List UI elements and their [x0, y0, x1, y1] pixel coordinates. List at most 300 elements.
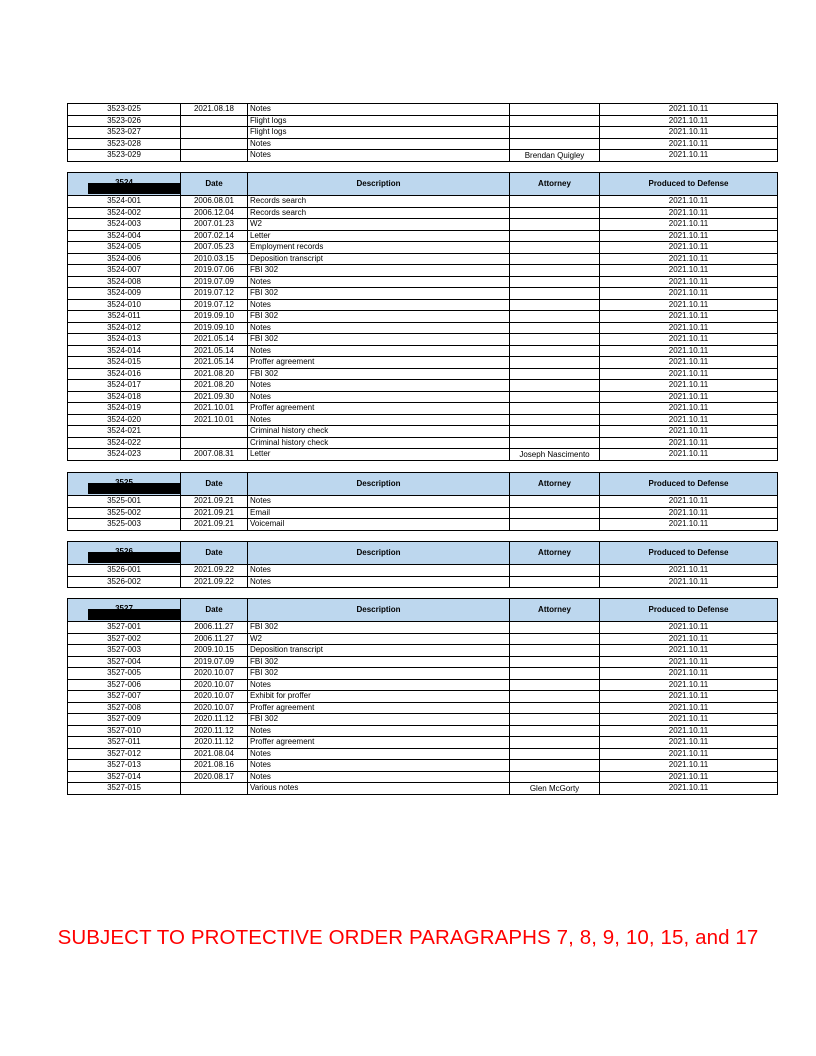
description-cell: FBI 302: [248, 622, 510, 634]
date-cell: 2021.05.14: [181, 334, 248, 346]
attorney-cell: [510, 322, 600, 334]
document-id-cell: 3527-003: [68, 645, 181, 657]
redaction-bar: [88, 552, 181, 563]
date-cell: 2021.10.01: [181, 414, 248, 426]
document-id-cell: 3524-009: [68, 288, 181, 300]
description-cell: FBI 302: [248, 668, 510, 680]
date-cell: 2021.09.22: [181, 576, 248, 588]
table-row: [68, 496, 778, 508]
produced-date-cell: 2021.10.11: [600, 414, 778, 426]
description-cell: Notes: [248, 380, 510, 392]
produced-date-cell: 2021.10.11: [600, 357, 778, 369]
table-row: [68, 783, 778, 795]
table-row: [68, 737, 778, 749]
date-header: Date: [181, 173, 248, 196]
attorney-cell: [510, 242, 600, 254]
description-cell: Proffer agreement: [248, 357, 510, 369]
header-row: [68, 599, 778, 622]
description-cell: Flight logs: [248, 127, 510, 139]
attorney-cell: [510, 207, 600, 219]
redaction-bar: [88, 609, 181, 620]
table-row: [68, 725, 778, 737]
document-id-cell: 3527-001: [68, 622, 181, 634]
table-row: [68, 714, 778, 726]
date-cell: 2021.08.20: [181, 380, 248, 392]
table-row: [68, 702, 778, 714]
date-cell: 2007.08.31: [181, 449, 248, 461]
produced-date-cell: 2021.10.11: [600, 196, 778, 208]
produced-header: Produced to Defense: [600, 542, 778, 565]
attorney-header: Attorney: [510, 173, 600, 196]
produced-header: Produced to Defense: [600, 173, 778, 196]
date-cell: 2021.08.16: [181, 760, 248, 772]
attorney-cell: [510, 725, 600, 737]
table-row: [68, 207, 778, 219]
document-id-cell: 3526-001: [68, 565, 181, 577]
produced-date-cell: 2021.10.11: [600, 622, 778, 634]
produced-date-cell: 2021.10.11: [600, 691, 778, 703]
date-cell: [181, 138, 248, 150]
description-cell: Notes: [248, 150, 510, 162]
attorney-cell: [510, 115, 600, 127]
description-cell: Letter: [248, 230, 510, 242]
attorney-cell: [510, 253, 600, 265]
attorney-cell: [510, 576, 600, 588]
description-cell: Notes: [248, 565, 510, 577]
produced-date-cell: 2021.10.11: [600, 507, 778, 519]
attorney-cell: [510, 633, 600, 645]
document-log-table-3527: [67, 598, 778, 795]
produced-date-cell: 2021.10.11: [600, 334, 778, 346]
attorney-cell: [510, 288, 600, 300]
date-cell: [181, 437, 248, 449]
attorney-cell: [510, 645, 600, 657]
table-row: [68, 391, 778, 403]
produced-date-cell: 2021.10.11: [600, 771, 778, 783]
document-id-cell: 3524-004: [68, 230, 181, 242]
produced-date-cell: 2021.10.11: [600, 656, 778, 668]
attorney-cell: [510, 357, 600, 369]
table-row: [68, 253, 778, 265]
document-id-cell: 3527-008: [68, 702, 181, 714]
date-cell: 2009.10.15: [181, 645, 248, 657]
date-cell: [181, 150, 248, 162]
produced-date-cell: 2021.10.11: [600, 714, 778, 726]
table-row: [68, 656, 778, 668]
produced-date-cell: 2021.10.11: [600, 242, 778, 254]
table-row: [68, 576, 778, 588]
description-cell: Notes: [248, 771, 510, 783]
attorney-cell: [510, 622, 600, 634]
produced-date-cell: 2021.10.11: [600, 299, 778, 311]
date-cell: 2019.09.10: [181, 322, 248, 334]
document-id-cell: 3524-001: [68, 196, 181, 208]
produced-date-cell: 2021.10.11: [600, 783, 778, 795]
table-row: [68, 219, 778, 231]
witness-number-header: [68, 473, 181, 496]
attorney-cell: [510, 391, 600, 403]
document-id-cell: 3523-026: [68, 115, 181, 127]
description-cell: Records search: [248, 207, 510, 219]
attorney-cell: [510, 507, 600, 519]
description-cell: Notes: [248, 276, 510, 288]
attorney-cell: [510, 748, 600, 760]
date-cell: 2019.07.12: [181, 288, 248, 300]
attorney-cell: [510, 668, 600, 680]
produced-date-cell: 2021.10.11: [600, 679, 778, 691]
description-cell: FBI 302: [248, 656, 510, 668]
description-cell: Employment records: [248, 242, 510, 254]
table-row: [68, 368, 778, 380]
attorney-cell: [510, 276, 600, 288]
produced-date-cell: 2021.10.11: [600, 276, 778, 288]
description-cell: Proffer agreement: [248, 702, 510, 714]
produced-date-cell: 2021.10.11: [600, 380, 778, 392]
date-cell: 2021.09.30: [181, 391, 248, 403]
produced-date-cell: 2021.10.11: [600, 519, 778, 531]
date-cell: 2020.10.07: [181, 691, 248, 703]
date-header: Date: [181, 599, 248, 622]
description-cell: W2: [248, 219, 510, 231]
produced-date-cell: 2021.10.11: [600, 219, 778, 231]
document-id-cell: 3524-018: [68, 391, 181, 403]
description-cell: Exhibit for proffer: [248, 691, 510, 703]
document-id-cell: 3527-009: [68, 714, 181, 726]
table-row: [68, 138, 778, 150]
attorney-cell: [510, 760, 600, 772]
date-cell: 2021.05.14: [181, 357, 248, 369]
document-id-cell: 3524-007: [68, 265, 181, 277]
document-id-cell: 3524-003: [68, 219, 181, 231]
document-id-cell: 3523-028: [68, 138, 181, 150]
document-id-cell: 3524-008: [68, 276, 181, 288]
document-id-cell: 3527-011: [68, 737, 181, 749]
protective-order-notice: SUBJECT TO PROTECTIVE ORDER PARAGRAPHS 7, 8, 9, 10, 15, and 17: [57, 926, 759, 949]
attorney-cell: [510, 334, 600, 346]
description-cell: Notes: [248, 748, 510, 760]
date-cell: 2020.10.07: [181, 702, 248, 714]
document-id-cell: 3524-015: [68, 357, 181, 369]
witness-number-header: [68, 542, 181, 565]
document-id-cell: 3526-002: [68, 576, 181, 588]
attorney-cell: [510, 519, 600, 531]
attorney-cell: [510, 265, 600, 277]
description-cell: FBI 302: [248, 714, 510, 726]
table-row: [68, 196, 778, 208]
date-cell: 2006.11.27: [181, 622, 248, 634]
description-cell: Notes: [248, 391, 510, 403]
produced-date-cell: 2021.10.11: [600, 138, 778, 150]
date-cell: 2021.09.21: [181, 507, 248, 519]
produced-date-cell: 2021.10.11: [600, 668, 778, 680]
description-cell: Notes: [248, 138, 510, 150]
attorney-cell: [510, 426, 600, 438]
produced-date-cell: 2021.10.11: [600, 368, 778, 380]
document-id-cell: 3524-017: [68, 380, 181, 392]
redaction-bar: [88, 483, 181, 494]
date-cell: 2021.09.22: [181, 565, 248, 577]
table-row: [68, 691, 778, 703]
produced-date-cell: 2021.10.11: [600, 115, 778, 127]
produced-date-cell: 2021.10.11: [600, 760, 778, 772]
table-row: [68, 345, 778, 357]
date-cell: [181, 127, 248, 139]
date-cell: 2006.12.04: [181, 207, 248, 219]
table-row: [68, 311, 778, 323]
document-id-cell: 3527-015: [68, 783, 181, 795]
description-cell: W2: [248, 633, 510, 645]
description-cell: Notes: [248, 576, 510, 588]
description-cell: Proffer agreement: [248, 403, 510, 415]
table-row: [68, 242, 778, 254]
document-id-cell: 3527-012: [68, 748, 181, 760]
document-id-cell: 3524-019: [68, 403, 181, 415]
produced-date-cell: 2021.10.11: [600, 702, 778, 714]
description-cell: Notes: [248, 679, 510, 691]
produced-date-cell: 2021.10.11: [600, 253, 778, 265]
document-id-cell: 3524-006: [68, 253, 181, 265]
description-cell: Notes: [248, 496, 510, 508]
table-row: [68, 322, 778, 334]
produced-date-cell: 2021.10.11: [600, 403, 778, 415]
table-row: [68, 230, 778, 242]
date-cell: 2010.03.15: [181, 253, 248, 265]
table-row: [68, 449, 778, 461]
document-log-table-3524: [67, 172, 778, 461]
produced-date-cell: 2021.10.11: [600, 265, 778, 277]
description-cell: Notes: [248, 760, 510, 772]
description-cell: Deposition transcript: [248, 253, 510, 265]
produced-date-cell: 2021.10.11: [600, 725, 778, 737]
description-cell: FBI 302: [248, 265, 510, 277]
date-header: Date: [181, 542, 248, 565]
date-cell: 2021.10.01: [181, 403, 248, 415]
table-row: [68, 771, 778, 783]
description-header: Description: [248, 173, 510, 196]
table-row: [68, 414, 778, 426]
header-row: [68, 542, 778, 565]
produced-date-cell: 2021.10.11: [600, 426, 778, 438]
document-id-cell: 3524-002: [68, 207, 181, 219]
produced-header: Produced to Defense: [600, 473, 778, 496]
attorney-cell: [510, 380, 600, 392]
table-row: [68, 380, 778, 392]
attorney-cell: [510, 702, 600, 714]
date-cell: 2020.08.17: [181, 771, 248, 783]
witness-number-header: [68, 173, 181, 196]
witness-number-header: [68, 599, 181, 622]
date-cell: 2006.11.27: [181, 633, 248, 645]
description-cell: Criminal history check: [248, 426, 510, 438]
date-cell: [181, 115, 248, 127]
produced-date-cell: 2021.10.11: [600, 565, 778, 577]
table-row: [68, 403, 778, 415]
date-cell: 2021.08.20: [181, 368, 248, 380]
description-cell: FBI 302: [248, 288, 510, 300]
document-id-cell: 3525-003: [68, 519, 181, 531]
date-cell: 2019.07.06: [181, 265, 248, 277]
attorney-cell: [510, 771, 600, 783]
date-header: Date: [181, 473, 248, 496]
table-row: [68, 748, 778, 760]
table-row: [68, 668, 778, 680]
header-row: [68, 473, 778, 496]
produced-date-cell: 2021.10.11: [600, 207, 778, 219]
produced-date-cell: 2021.10.11: [600, 496, 778, 508]
attorney-header: Attorney: [510, 473, 600, 496]
attorney-cell: [510, 219, 600, 231]
attorney-cell: [510, 714, 600, 726]
attorney-cell: [510, 104, 600, 116]
description-cell: Notes: [248, 725, 510, 737]
table-row: [68, 357, 778, 369]
date-cell: 2020.11.12: [181, 737, 248, 749]
document-id-cell: 3527-014: [68, 771, 181, 783]
table-row: [68, 265, 778, 277]
document-log-table-3525: [67, 472, 778, 531]
table-row: [68, 276, 778, 288]
description-cell: FBI 302: [248, 368, 510, 380]
document-id-cell: 3524-005: [68, 242, 181, 254]
redaction-bar: [88, 183, 181, 194]
attorney-cell: [510, 127, 600, 139]
produced-header: Produced to Defense: [600, 599, 778, 622]
table-row: [68, 127, 778, 139]
attorney-cell: [510, 345, 600, 357]
produced-date-cell: 2021.10.11: [600, 150, 778, 162]
document-id-cell: 3527-006: [68, 679, 181, 691]
description-cell: Flight logs: [248, 115, 510, 127]
attorney-cell: [510, 368, 600, 380]
date-cell: [181, 783, 248, 795]
document-id-cell: 3525-002: [68, 507, 181, 519]
description-cell: Notes: [248, 104, 510, 116]
table-row: [68, 679, 778, 691]
date-cell: 2020.11.12: [181, 725, 248, 737]
attorney-cell: [510, 679, 600, 691]
date-cell: 2021.08.04: [181, 748, 248, 760]
date-cell: 2006.08.01: [181, 196, 248, 208]
table-row: [68, 633, 778, 645]
document-id-cell: 3525-001: [68, 496, 181, 508]
description-header: Description: [248, 542, 510, 565]
attorney-cell: [510, 138, 600, 150]
table-row: [68, 565, 778, 577]
table-row: [68, 104, 778, 116]
document-id-cell: 3523-027: [68, 127, 181, 139]
produced-date-cell: 2021.10.11: [600, 104, 778, 116]
description-header: Description: [248, 473, 510, 496]
description-cell: Criminal history check: [248, 437, 510, 449]
date-cell: 2021.09.21: [181, 519, 248, 531]
table-row: [68, 288, 778, 300]
document-id-cell: 3524-010: [68, 299, 181, 311]
document-id-cell: 3524-012: [68, 322, 181, 334]
table-row: [68, 299, 778, 311]
document-log-table-3523: [67, 103, 778, 162]
document-id-cell: 3527-004: [68, 656, 181, 668]
attorney-cell: [510, 496, 600, 508]
produced-date-cell: 2021.10.11: [600, 391, 778, 403]
date-cell: 2019.07.12: [181, 299, 248, 311]
date-cell: 2007.05.23: [181, 242, 248, 254]
table-row: [68, 150, 778, 162]
attorney-cell: [510, 414, 600, 426]
produced-date-cell: 2021.10.11: [600, 576, 778, 588]
produced-date-cell: 2021.10.11: [600, 322, 778, 334]
attorney-cell: Joseph Nascimento: [510, 449, 600, 461]
description-cell: Records search: [248, 196, 510, 208]
produced-date-cell: 2021.10.11: [600, 633, 778, 645]
description-cell: Notes: [248, 414, 510, 426]
date-cell: [181, 426, 248, 438]
produced-date-cell: 2021.10.11: [600, 748, 778, 760]
attorney-cell: [510, 656, 600, 668]
document-id-cell: 3527-013: [68, 760, 181, 772]
attorney-cell: [510, 565, 600, 577]
attorney-cell: [510, 196, 600, 208]
document-log-table-3526: [67, 541, 778, 588]
description-cell: Notes: [248, 345, 510, 357]
attorney-header: Attorney: [510, 542, 600, 565]
produced-date-cell: 2021.10.11: [600, 288, 778, 300]
description-cell: Notes: [248, 322, 510, 334]
date-cell: 2021.09.21: [181, 496, 248, 508]
produced-date-cell: 2021.10.11: [600, 437, 778, 449]
attorney-cell: [510, 737, 600, 749]
attorney-header: Attorney: [510, 599, 600, 622]
attorney-cell: [510, 299, 600, 311]
description-cell: FBI 302: [248, 334, 510, 346]
produced-date-cell: 2021.10.11: [600, 345, 778, 357]
attorney-cell: [510, 403, 600, 415]
produced-date-cell: 2021.10.11: [600, 449, 778, 461]
attorney-cell: Brendan Quigley: [510, 150, 600, 162]
date-cell: 2007.01.23: [181, 219, 248, 231]
description-cell: Letter: [248, 449, 510, 461]
document-id-cell: 3527-005: [68, 668, 181, 680]
table-row: [68, 426, 778, 438]
produced-date-cell: 2021.10.11: [600, 230, 778, 242]
document-id-cell: 3524-013: [68, 334, 181, 346]
date-cell: 2021.08.18: [181, 104, 248, 116]
table-row: [68, 645, 778, 657]
description-header: Description: [248, 599, 510, 622]
date-cell: 2019.07.09: [181, 276, 248, 288]
produced-date-cell: 2021.10.11: [600, 311, 778, 323]
produced-date-cell: 2021.10.11: [600, 127, 778, 139]
attorney-cell: [510, 230, 600, 242]
document-id-cell: 3524-020: [68, 414, 181, 426]
description-cell: Deposition transcript: [248, 645, 510, 657]
table-row: [68, 622, 778, 634]
attorney-cell: [510, 437, 600, 449]
document-id-cell: 3524-014: [68, 345, 181, 357]
date-cell: 2020.10.07: [181, 668, 248, 680]
table-row: [68, 519, 778, 531]
description-cell: Email: [248, 507, 510, 519]
header-row: [68, 173, 778, 196]
document-id-cell: 3524-016: [68, 368, 181, 380]
date-cell: 2020.10.07: [181, 679, 248, 691]
table-row: [68, 760, 778, 772]
document-id-cell: 3527-007: [68, 691, 181, 703]
table-row: [68, 507, 778, 519]
produced-date-cell: 2021.10.11: [600, 645, 778, 657]
date-cell: 2007.02.14: [181, 230, 248, 242]
date-cell: 2020.11.12: [181, 714, 248, 726]
description-cell: FBI 302: [248, 311, 510, 323]
